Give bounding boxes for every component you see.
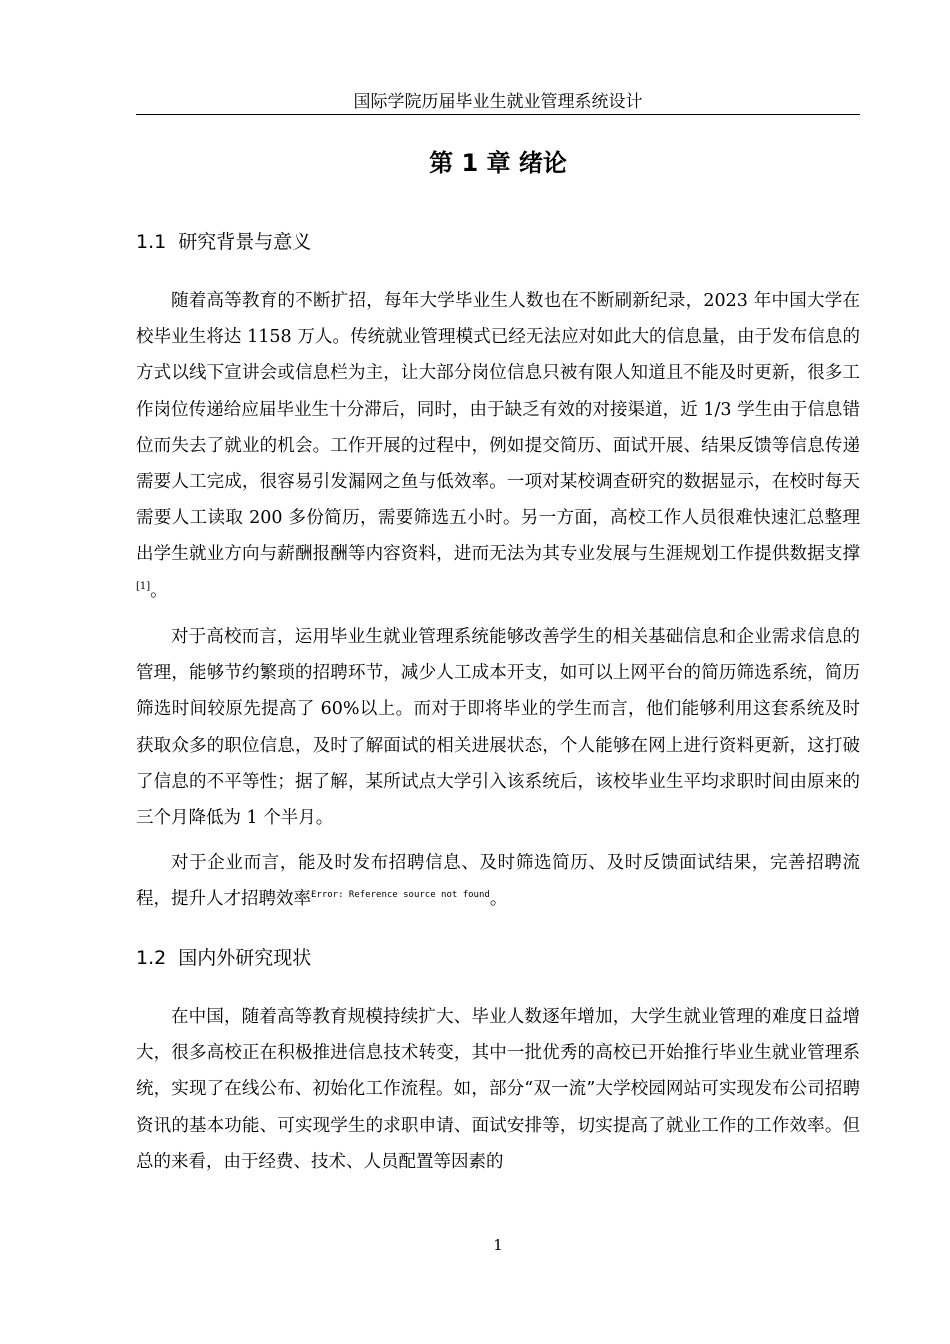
section-number: 1.2 [136,947,167,969]
paragraph-text: 随着高等教育的不断扩招，每年大学毕业生人数也在不断刷新纪录，2023 年中国大学在校毕业生将达 1158 万人。传统就业管理模式已经无法应对如此大的信息量，由于发布信息的方式以线下宣讲会或信息栏为主，让大部分岗位信息只被有限人知道且不能及时更新，很多工作岗位传递给应届毕业生十分滞后，同时，由于缺乏有效的对接渠道，近 1/3 学生由于信息错位而失去了就业的机会。工作开展的过程中，例如提交简历、面试开展、结果反馈等信息传递需要人工完成，很容易引发漏网之鱼与低效率。一项对某校调查研究的数据显示，在校时每天需要人工读取 200 多份简历，需要筛选五小时。另一方面，高校工作人员很难快速汇总整理出学生就业方向与薪酬报酬等内容资料，进而无法为其专业发展与生涯规划工作提供数据支撑 [136,291,860,565]
paragraph-text: 对于高校而言，运用毕业生就业管理系统能够改善学生的相关基础信息和企业需求信息的管理，能够节约繁琐的招聘环节，减少人工成本开支，如可以上网平台的简历筛选系统，简历筛选时间较原先提高了 60%以上。而对于即将毕业的学生而言，他们能够利用这套系统及时获取众多的职位信息，及时了解面试的相关进展状态，个人能够在网上进行资料更新，这打破了信息的不平等性；据了解，某所试点大学引入该系统后，该校毕业生平均求职时间由原来的三个月降低为 1 个半月。 [136,627,860,829]
section-number: 1.1 [136,231,167,253]
page-number: 1 [493,1236,503,1254]
paragraph-text: 对于企业而言，能及时发布招聘信息、及时筛选简历、及时反馈面试结果，完善招聘流程，提升人才招聘效率 [136,853,860,910]
paragraph-enterprise-significance [136,845,860,917]
paragraph-background [136,283,860,609]
section-title: 研究背景与意义 [178,231,312,253]
citation-marker: [1] [136,580,151,592]
paragraph-research-status [136,999,860,1180]
paragraph-end-punct: 。 [489,889,508,910]
section-title: 国内外研究现状 [178,947,312,969]
paragraph-end-punct: 。 [150,580,168,601]
running-header: 国际学院历届毕业生就业管理系统设计 [136,92,860,115]
section-heading-1-2 [136,945,311,971]
section-heading-1-1 [136,229,311,255]
chapter-title: 第 1 章 绪论 [429,149,567,177]
paragraph-text: 在中国，随着高等教育规模持续扩大、毕业人数逐年增加，大学生就业管理的难度日益增大，很多高校正在积极推进信息技术转变，其中一批优秀的高校已开始推行毕业生就业管理系统，实现了在线公布、初始化工作流程。如，部分“双一流”大学校园网站可实现发布公司招聘资讯的基本功能、可实现学生的求职申请、面试安排等，切实提高了就业工作的工作效率。但总的来看，由于经费、技术、人员配置等因素的 [136,1007,860,1172]
paragraph-university-significance [136,619,860,836]
broken-reference-marker: Error: Reference source not found [311,890,490,901]
